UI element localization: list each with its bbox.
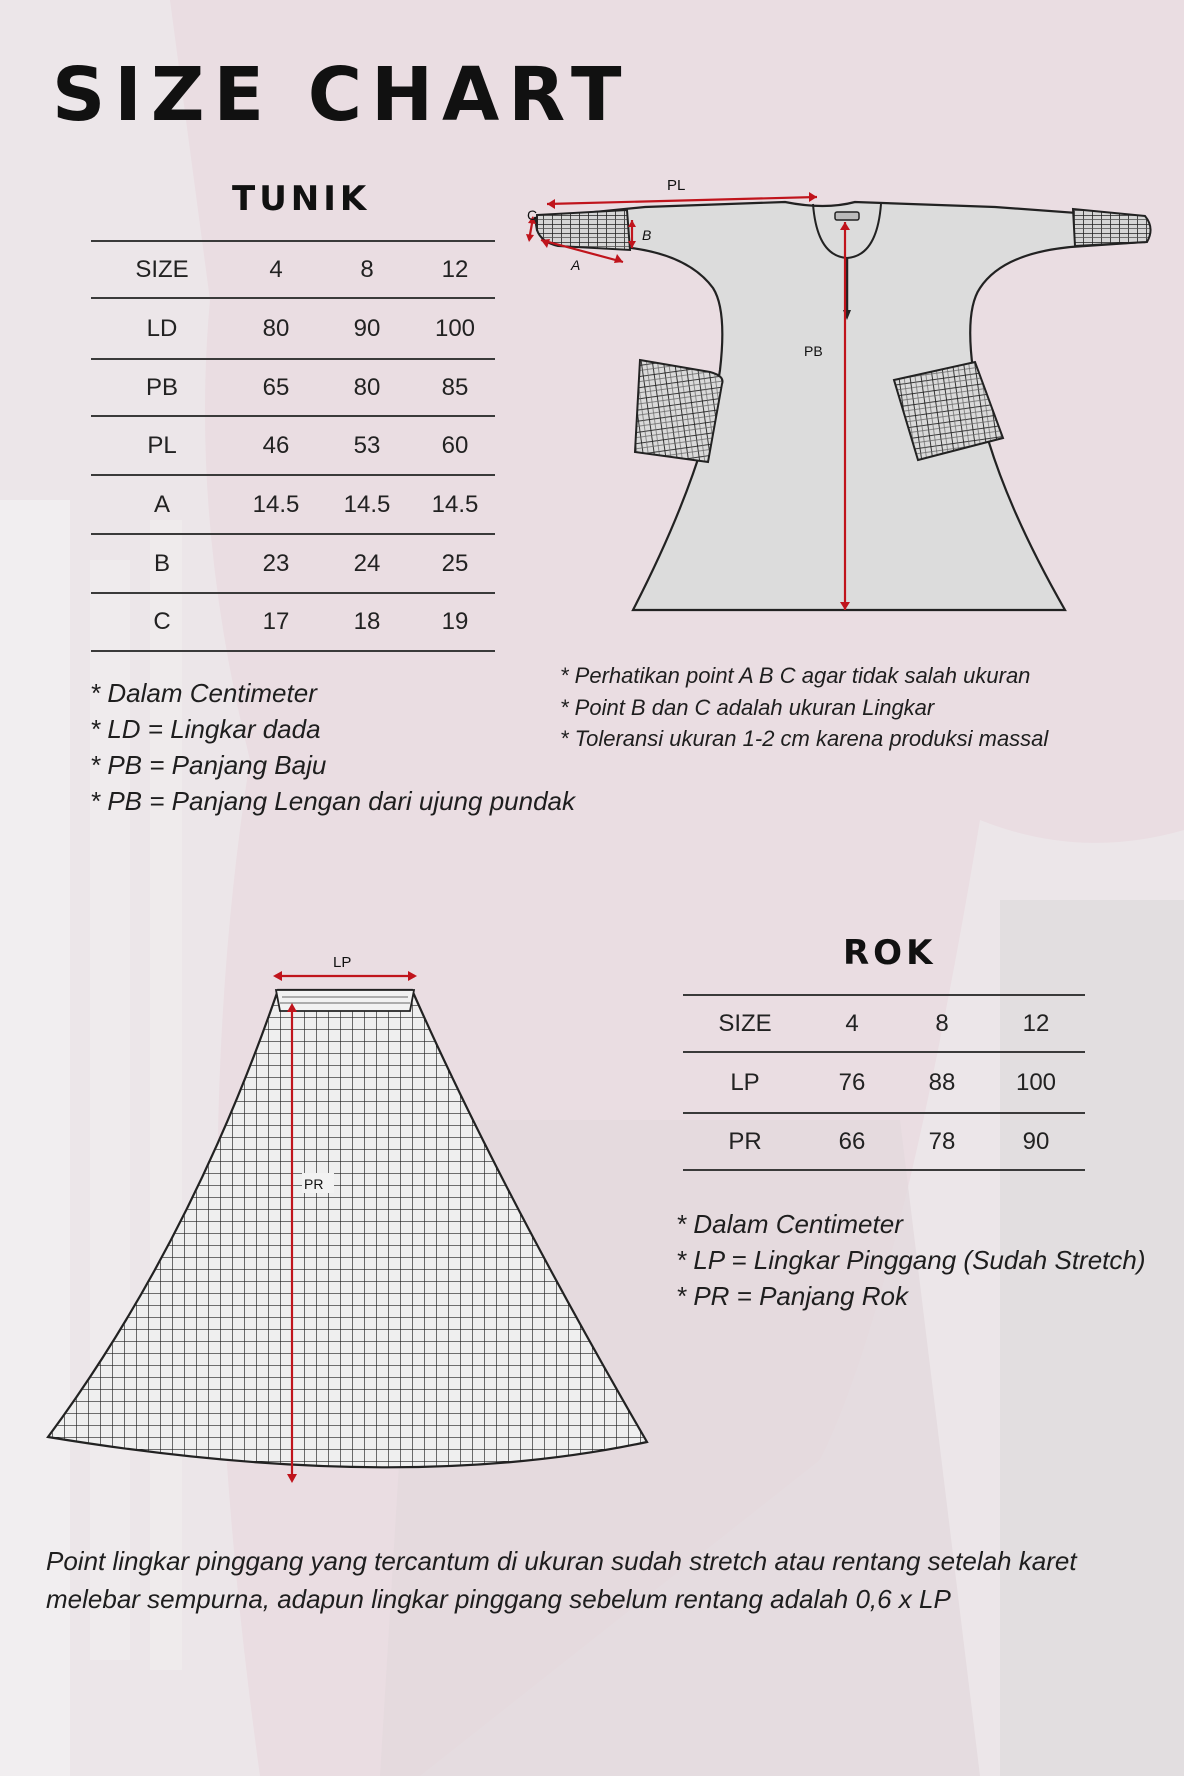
table-cell: 23 xyxy=(262,549,290,577)
label-lp: LP xyxy=(333,954,352,971)
rok-size-table xyxy=(683,994,1085,1171)
rok-diagram xyxy=(40,945,660,1485)
label-pb: PB xyxy=(804,343,823,359)
left-pocket xyxy=(635,360,723,462)
table-cell: 78 xyxy=(928,1127,956,1155)
label-pr: PR xyxy=(304,1176,324,1192)
header-cell: 8 xyxy=(935,1009,949,1037)
header-cell: SIZE xyxy=(718,1009,772,1037)
table-cell: 19 xyxy=(441,608,469,635)
label-a: A xyxy=(571,257,581,273)
table-cell: 100 xyxy=(1015,1068,1057,1096)
row-label: PR xyxy=(728,1127,762,1155)
table-row xyxy=(91,359,495,416)
table-cell: 14.5 xyxy=(431,490,479,518)
row-label: PB xyxy=(145,373,178,401)
tunik-diagram-notes xyxy=(560,660,1048,755)
row-label: C xyxy=(153,608,171,635)
right-cuff xyxy=(1073,209,1151,246)
label-b: B xyxy=(642,227,652,243)
table-cell: 80 xyxy=(262,314,290,342)
table-cell: 100 xyxy=(434,314,476,342)
header-cell: 12 xyxy=(441,255,469,283)
tunic-outline xyxy=(535,202,1150,610)
table-cell: 88 xyxy=(928,1068,956,1096)
table-row xyxy=(683,1113,1085,1170)
row-label: LD xyxy=(146,314,178,342)
note-line: * Dalam Centimeter xyxy=(676,1209,903,1239)
header-cell: 4 xyxy=(845,1009,859,1037)
note-line: * Point B dan C adalah ukuran Lingkar xyxy=(560,694,935,720)
note-line: * Perhatikan point A B C agar tidak salah ukuran xyxy=(560,663,1031,688)
rok-notes xyxy=(676,1206,1146,1314)
table-cell: 85 xyxy=(441,373,469,401)
table-row xyxy=(91,475,495,534)
table-cell: 90 xyxy=(353,314,381,342)
tunik-title: TUNIK xyxy=(232,179,371,219)
page-title: SIZE CHART xyxy=(52,52,631,138)
table-cell: 14.5 xyxy=(343,490,391,518)
header-cell: SIZE xyxy=(135,255,189,283)
note-line: * PB = Panjang Lengan dari ujung pundak xyxy=(90,786,575,816)
table-cell: 14.5 xyxy=(252,490,300,518)
row-label: LP xyxy=(730,1068,760,1096)
table-row xyxy=(683,1052,1085,1113)
table-header-row xyxy=(91,241,495,298)
table-cell: 17 xyxy=(262,608,290,635)
table-cell: 60 xyxy=(441,431,469,459)
waistband xyxy=(276,990,414,1011)
note-line: * PR = Panjang Rok xyxy=(676,1281,908,1311)
footer-note: Point lingkar pinggang yang tercantum di ukuran sudah stretch atau rentang setelah karet melebar sempurna, adapun lingkar pinggang sebelum rentang adalah 0,6 x LP xyxy=(46,1546,1077,1614)
tunik-size-table xyxy=(91,240,495,652)
table-cell: 53 xyxy=(353,431,381,459)
note-line: * Dalam Centimeter xyxy=(90,678,317,708)
table-cell: 80 xyxy=(353,373,381,401)
rok-title: ROK xyxy=(843,933,937,973)
table-row xyxy=(91,593,495,651)
tunik-diagram xyxy=(525,170,1160,620)
note-line: * Toleransi ukuran 1-2 cm karena produksi massal xyxy=(560,726,1049,751)
table-cell: 90 xyxy=(1022,1127,1050,1155)
left-cuff xyxy=(537,210,630,250)
table-row xyxy=(91,416,495,475)
label-pl: PL xyxy=(667,177,686,194)
tunik-notes xyxy=(90,675,575,819)
table-header-row xyxy=(683,995,1085,1052)
header-cell: 12 xyxy=(1022,1009,1050,1037)
label-c: C xyxy=(527,207,538,223)
table-cell: 25 xyxy=(441,549,469,577)
table-cell: 66 xyxy=(838,1127,866,1155)
table-row xyxy=(91,298,495,359)
note-line: * PB = Panjang Baju xyxy=(90,750,327,780)
table-cell: 18 xyxy=(353,608,381,635)
skirt-outline xyxy=(48,990,647,1467)
header-cell: 4 xyxy=(269,255,283,283)
table-row xyxy=(91,534,495,593)
table-cell: 76 xyxy=(838,1068,866,1096)
note-line: * LP = Lingkar Pinggang (Sudah Stretch) xyxy=(676,1245,1146,1275)
note-line: * LD = Lingkar dada xyxy=(90,714,321,744)
row-label: A xyxy=(153,490,170,518)
row-label: B xyxy=(153,549,170,577)
table-cell: 65 xyxy=(262,373,290,401)
table-cell: 24 xyxy=(353,549,381,577)
row-label: PL xyxy=(147,431,177,459)
table-cell: 46 xyxy=(262,431,290,459)
header-cell: 8 xyxy=(360,255,374,283)
